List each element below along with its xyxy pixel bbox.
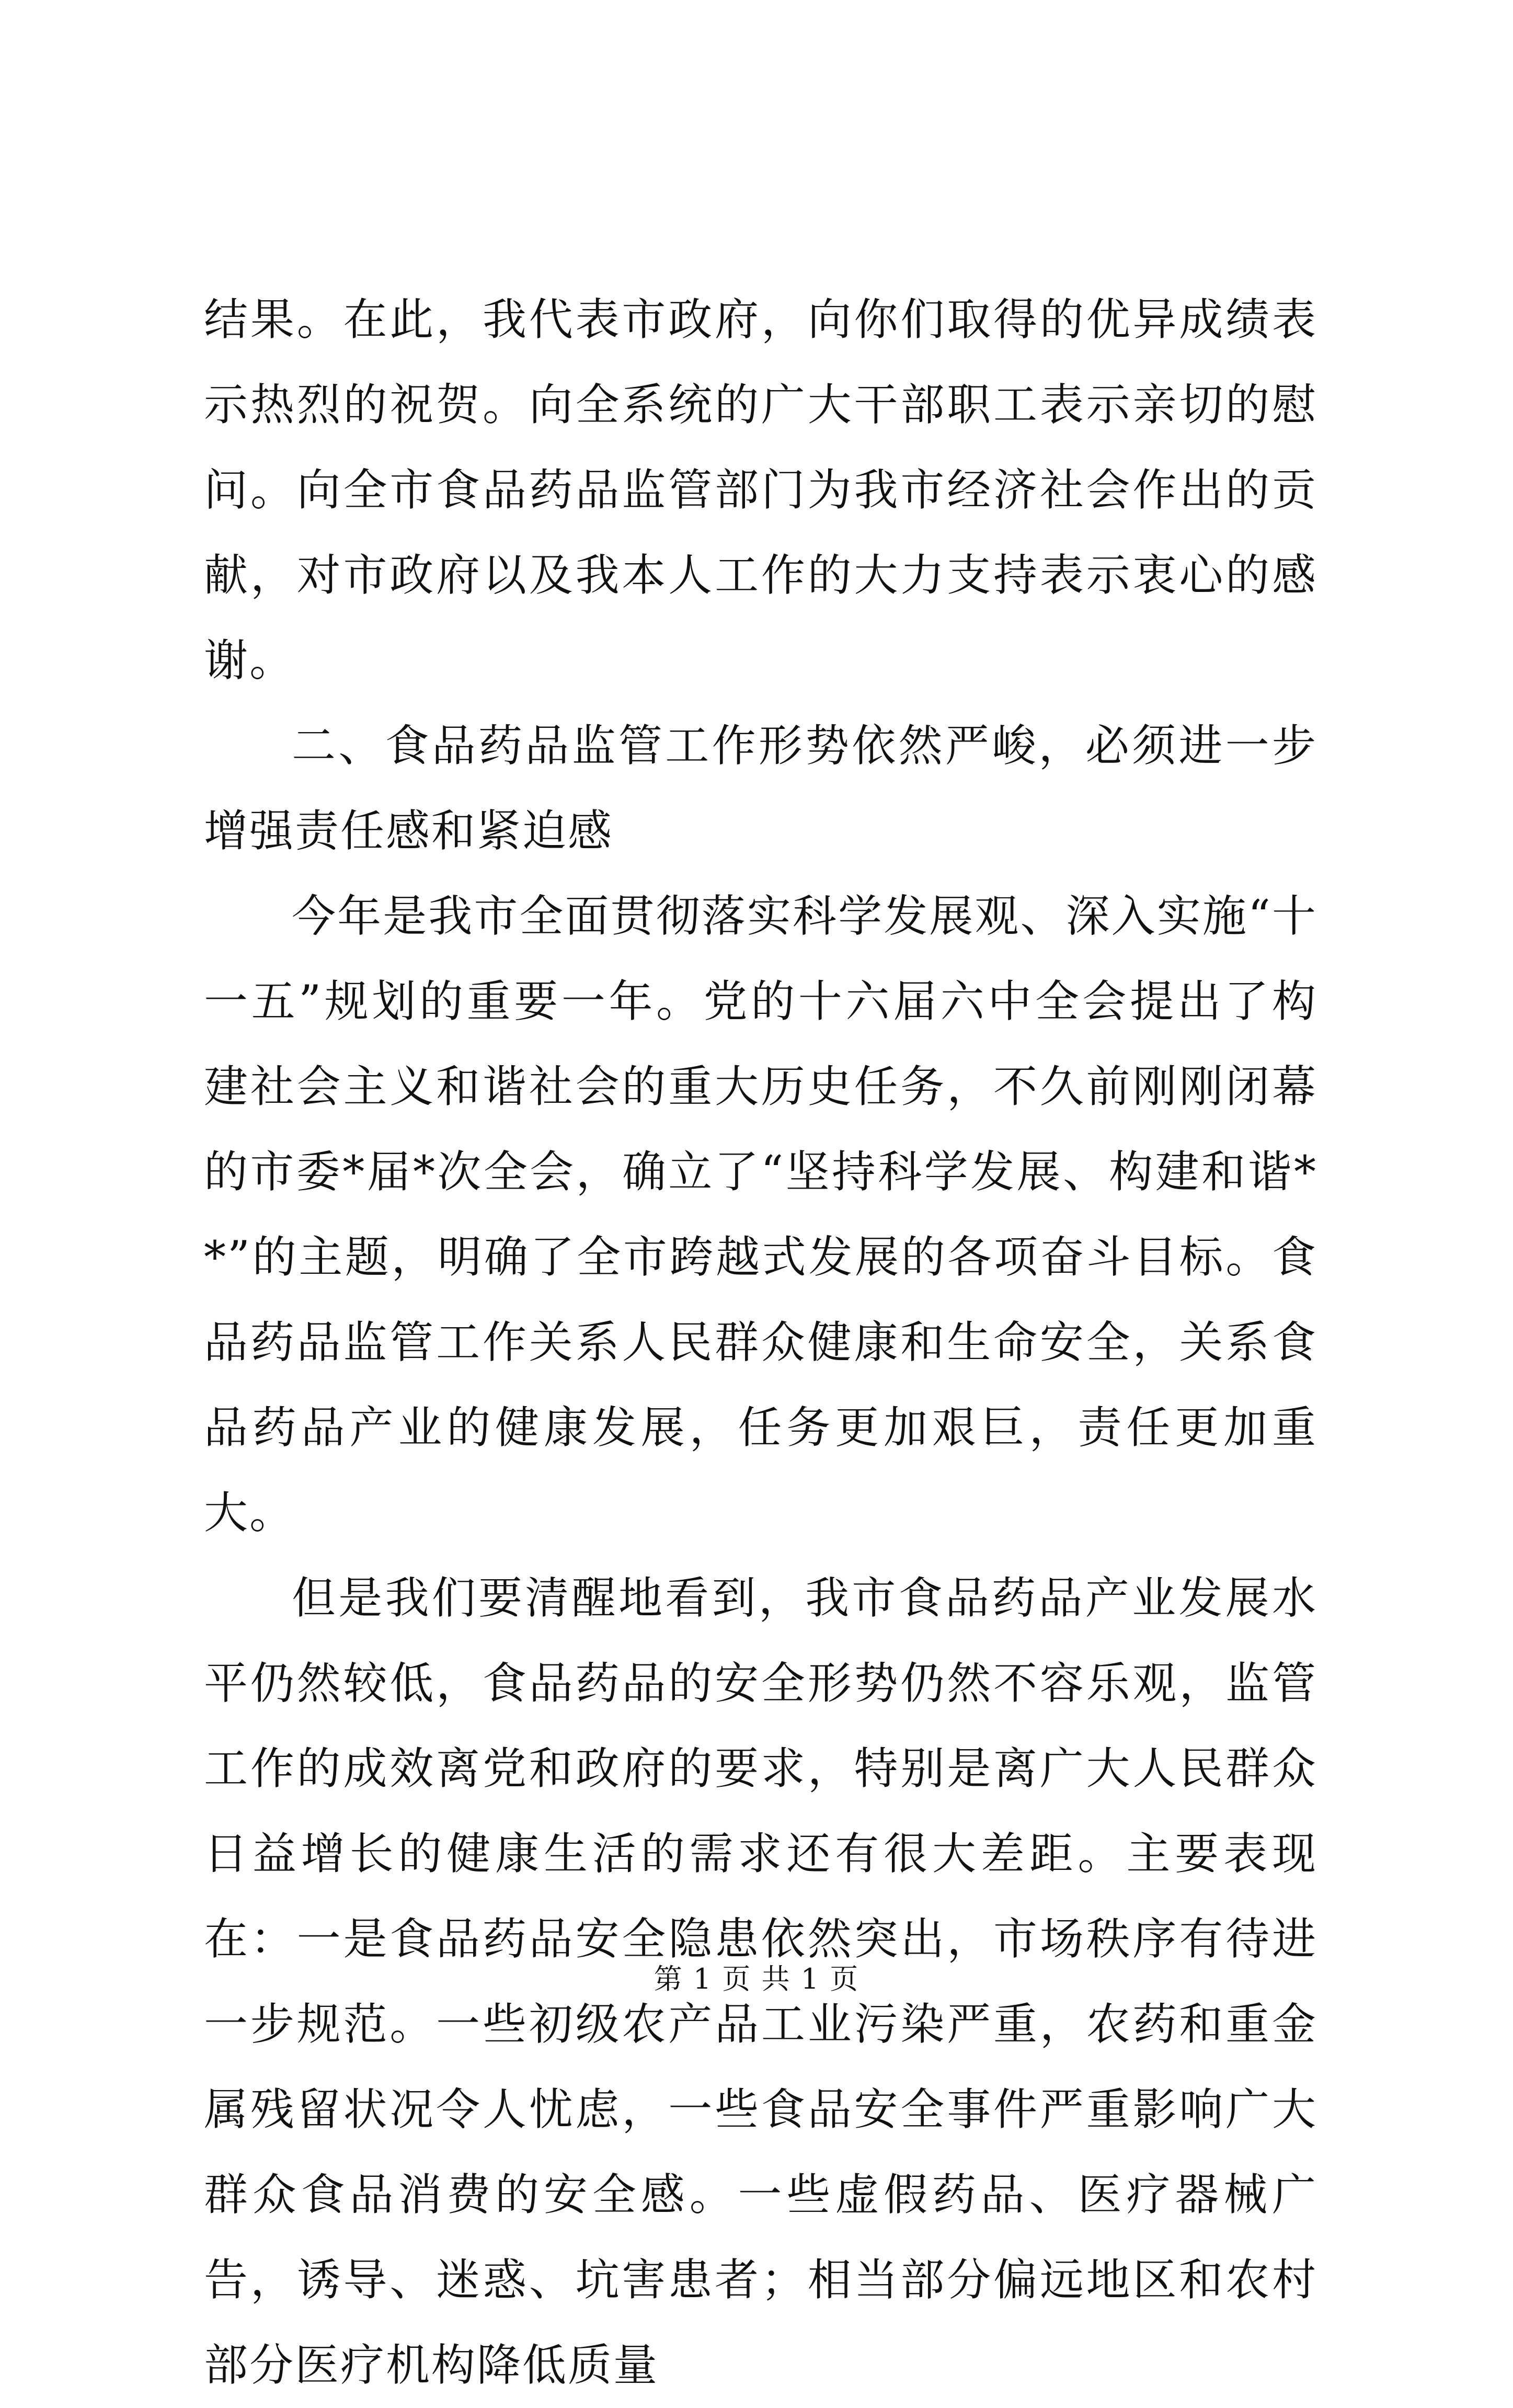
page-footer: 第 1 页 共 1 页 [654,1962,859,1995]
paragraph-body: 今年是我市全面贯彻落实科学发展观、深入实施“十一五”规划的重要一年。党的十六届六中全会提出了构建社会主义和谐社会的重大历史任务，不久前刚刚闭幕的市委*届*次全会，确立了“坚持科学发展、构建和谐**”的主题，明确了全市跨越式发展的各项奋斗目标。食品药品监管工作关系人民群众健康和生命安全，关系食品药品产业的健康发展，任务更加艰巨，责任更加重大。 [204,891,1317,1538]
section-heading: 二、食品药品监管工作形势依然严峻，必须进一步增强责任感和紧迫感 [204,720,1317,857]
paragraph-continuation: 结果。在此，我代表市政府，向你们取得的优异成绩表示热烈的祝贺。向全系统的广大干部职工表示亲切的慰问。向全市食品药品监管部门为我市经济社会作出的贡献，对市政府以及我本人工作的大力支持表示衷心的感谢。 [204,294,1317,686]
document-body [204,277,1317,2408]
paragraph-body: 但是我们要清醒地看到，我市食品药品产业发展水平仍然较低，食品药品的安全形势仍然不容乐观，监管工作的成效离党和政府的要求，特别是离广大人民群众日益增长的健康生活的需求还有很大差距。主要表现在：一是食品药品安全隐患依然突出，市场秩序有待进一步规范。一些初级农产品工业污染严重，农药和重金属残留状况令人忧虑，一些食品安全事件严重影响广大群众食品消费的安全感。一些虚假药品、医疗器械广告，诱导、迷惑、坑害患者；相当部分偏远地区和农村部分医疗机构降低质量 [204,1572,1317,2391]
